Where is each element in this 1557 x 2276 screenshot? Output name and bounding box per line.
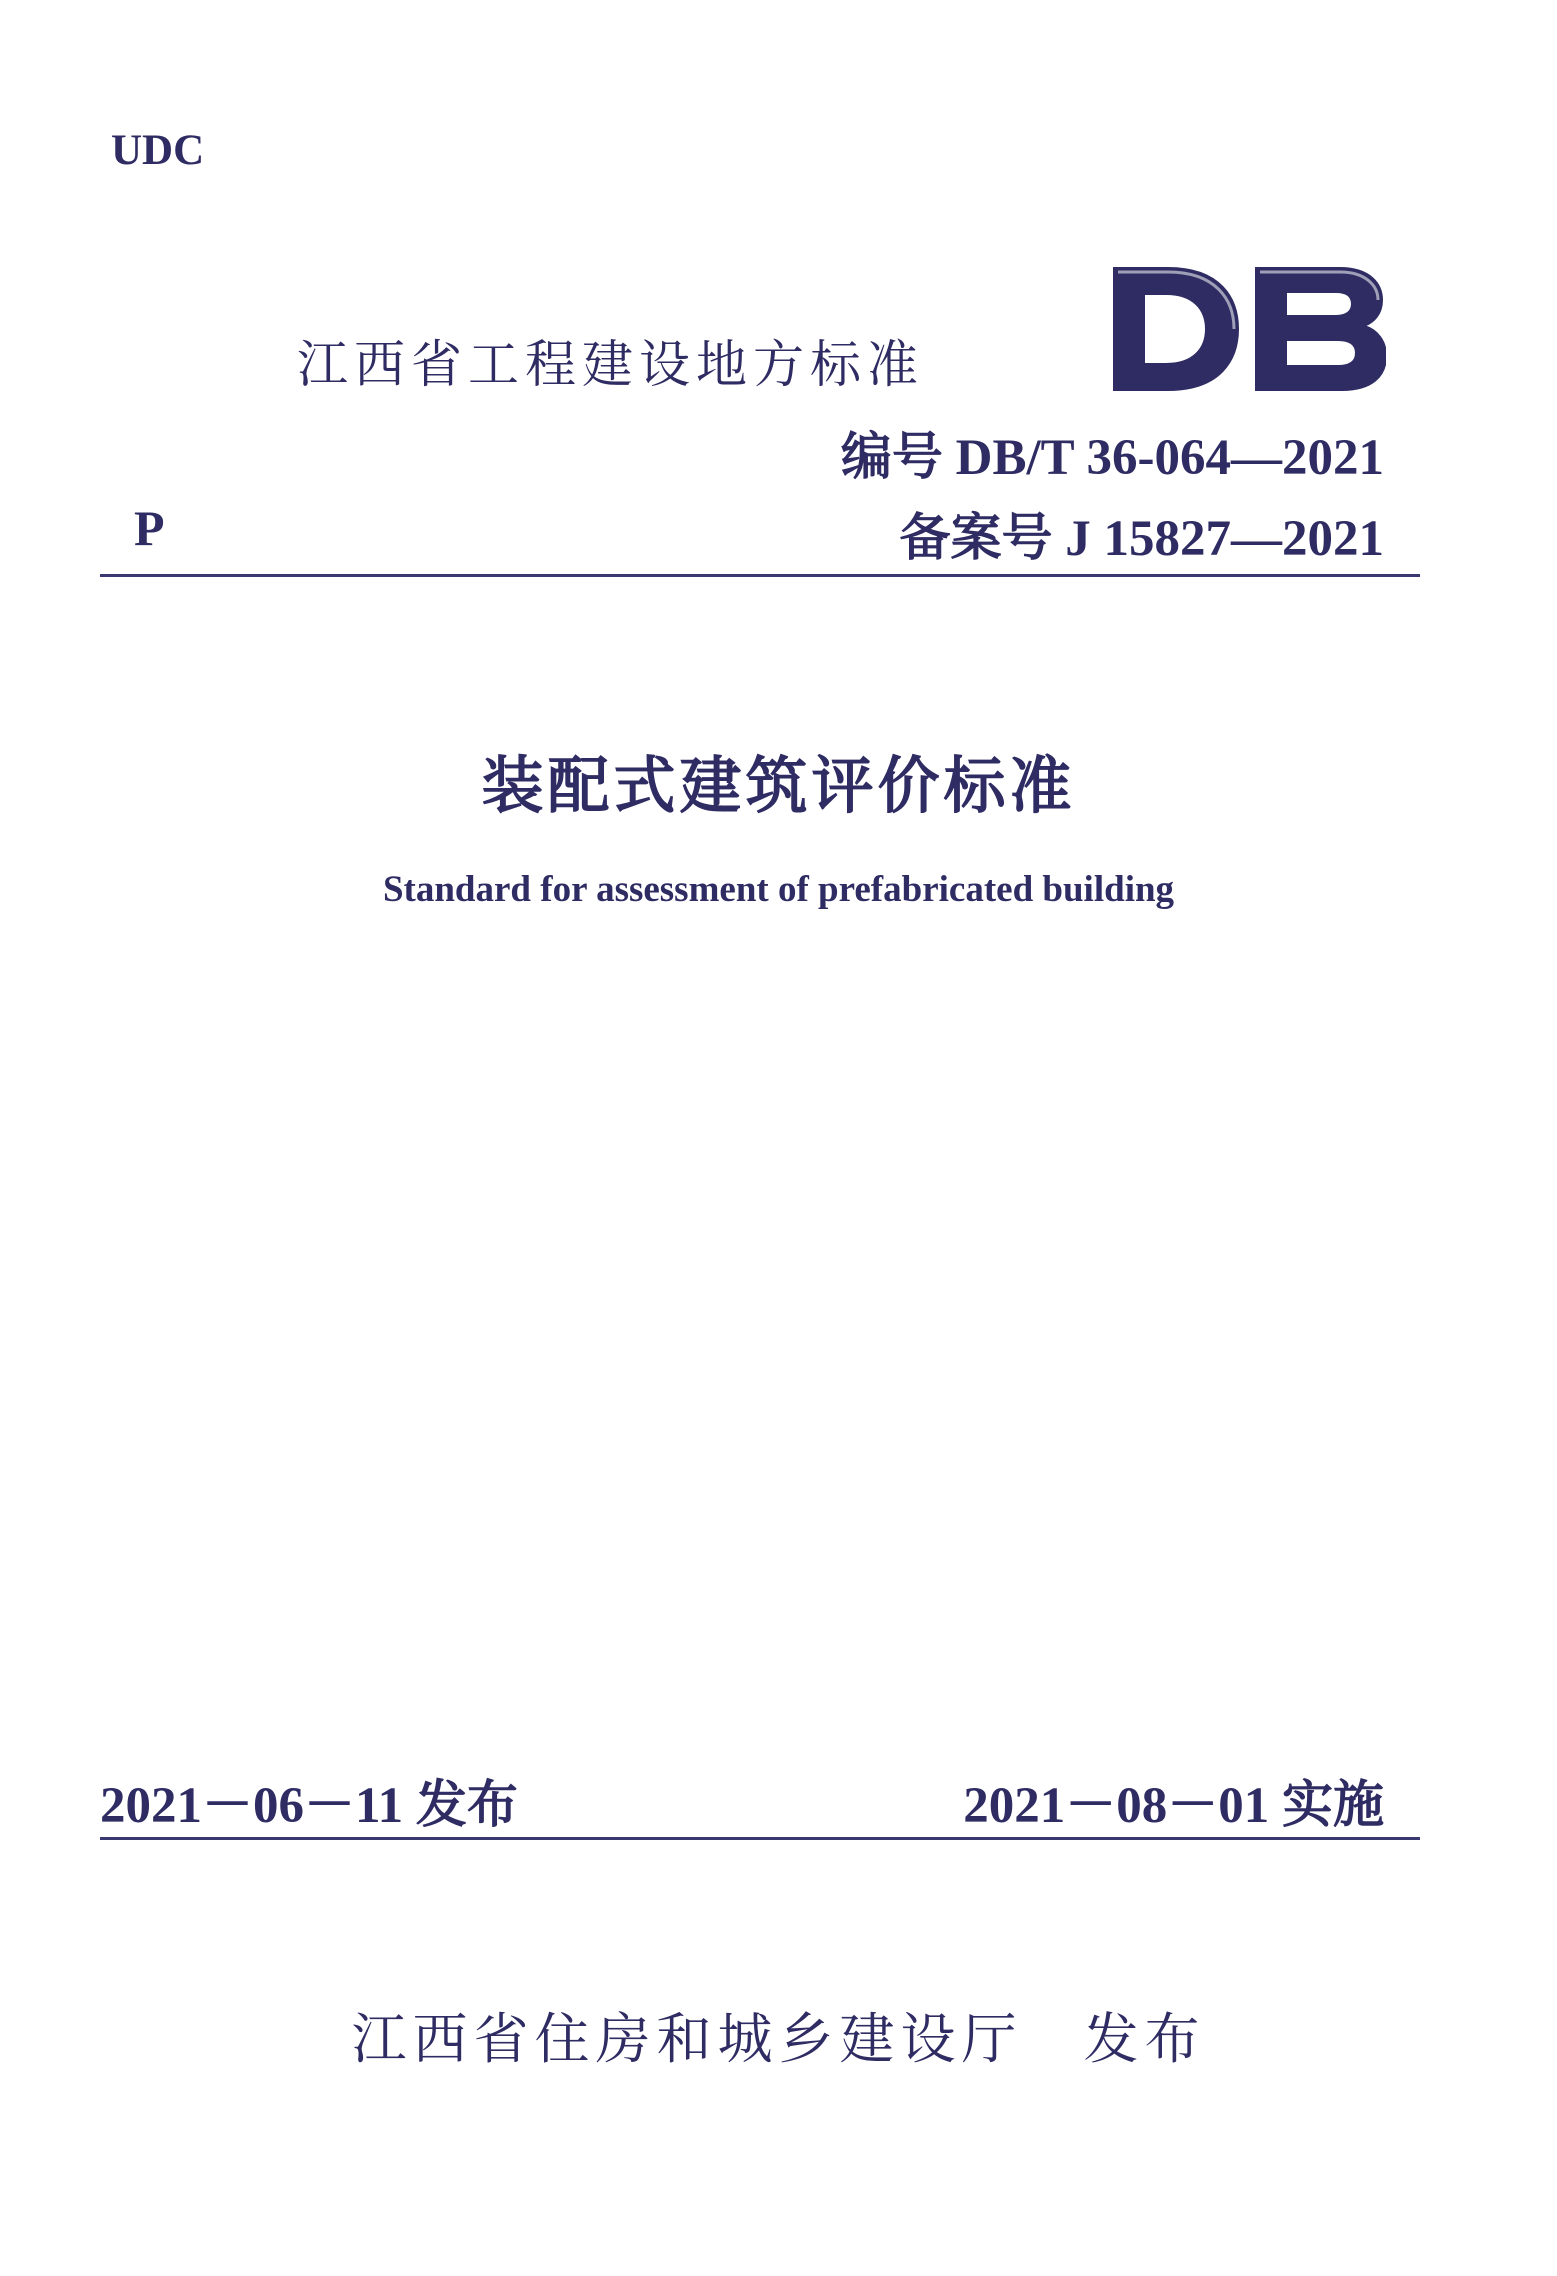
- effective-date: 2021－08－01 实施: [963, 1778, 1384, 1834]
- title-chinese: 装配式建筑评价标准: [481, 749, 1076, 822]
- db-logo-letter-d: [1114, 268, 1238, 390]
- header-divider: [100, 574, 1420, 577]
- publisher: 江西省住房和城乡建设厅 发布: [351, 2007, 1206, 2071]
- footer-divider: [100, 1837, 1420, 1840]
- classification-code: P: [134, 500, 165, 556]
- title-english: Standard for assessment of prefabricated building: [382, 869, 1175, 910]
- db-logo: [1108, 264, 1386, 394]
- standard-number: 编号 DB/T 36-064—2021: [840, 430, 1384, 486]
- db-logo-letter-b: [1256, 268, 1386, 390]
- publish-date: 2021－06－11 发布: [100, 1778, 518, 1834]
- udc-label: UDC: [111, 127, 205, 174]
- standard-category: 江西省工程建设地方标准: [297, 336, 925, 395]
- filing-number: 备案号 J 15827—2021: [899, 511, 1384, 567]
